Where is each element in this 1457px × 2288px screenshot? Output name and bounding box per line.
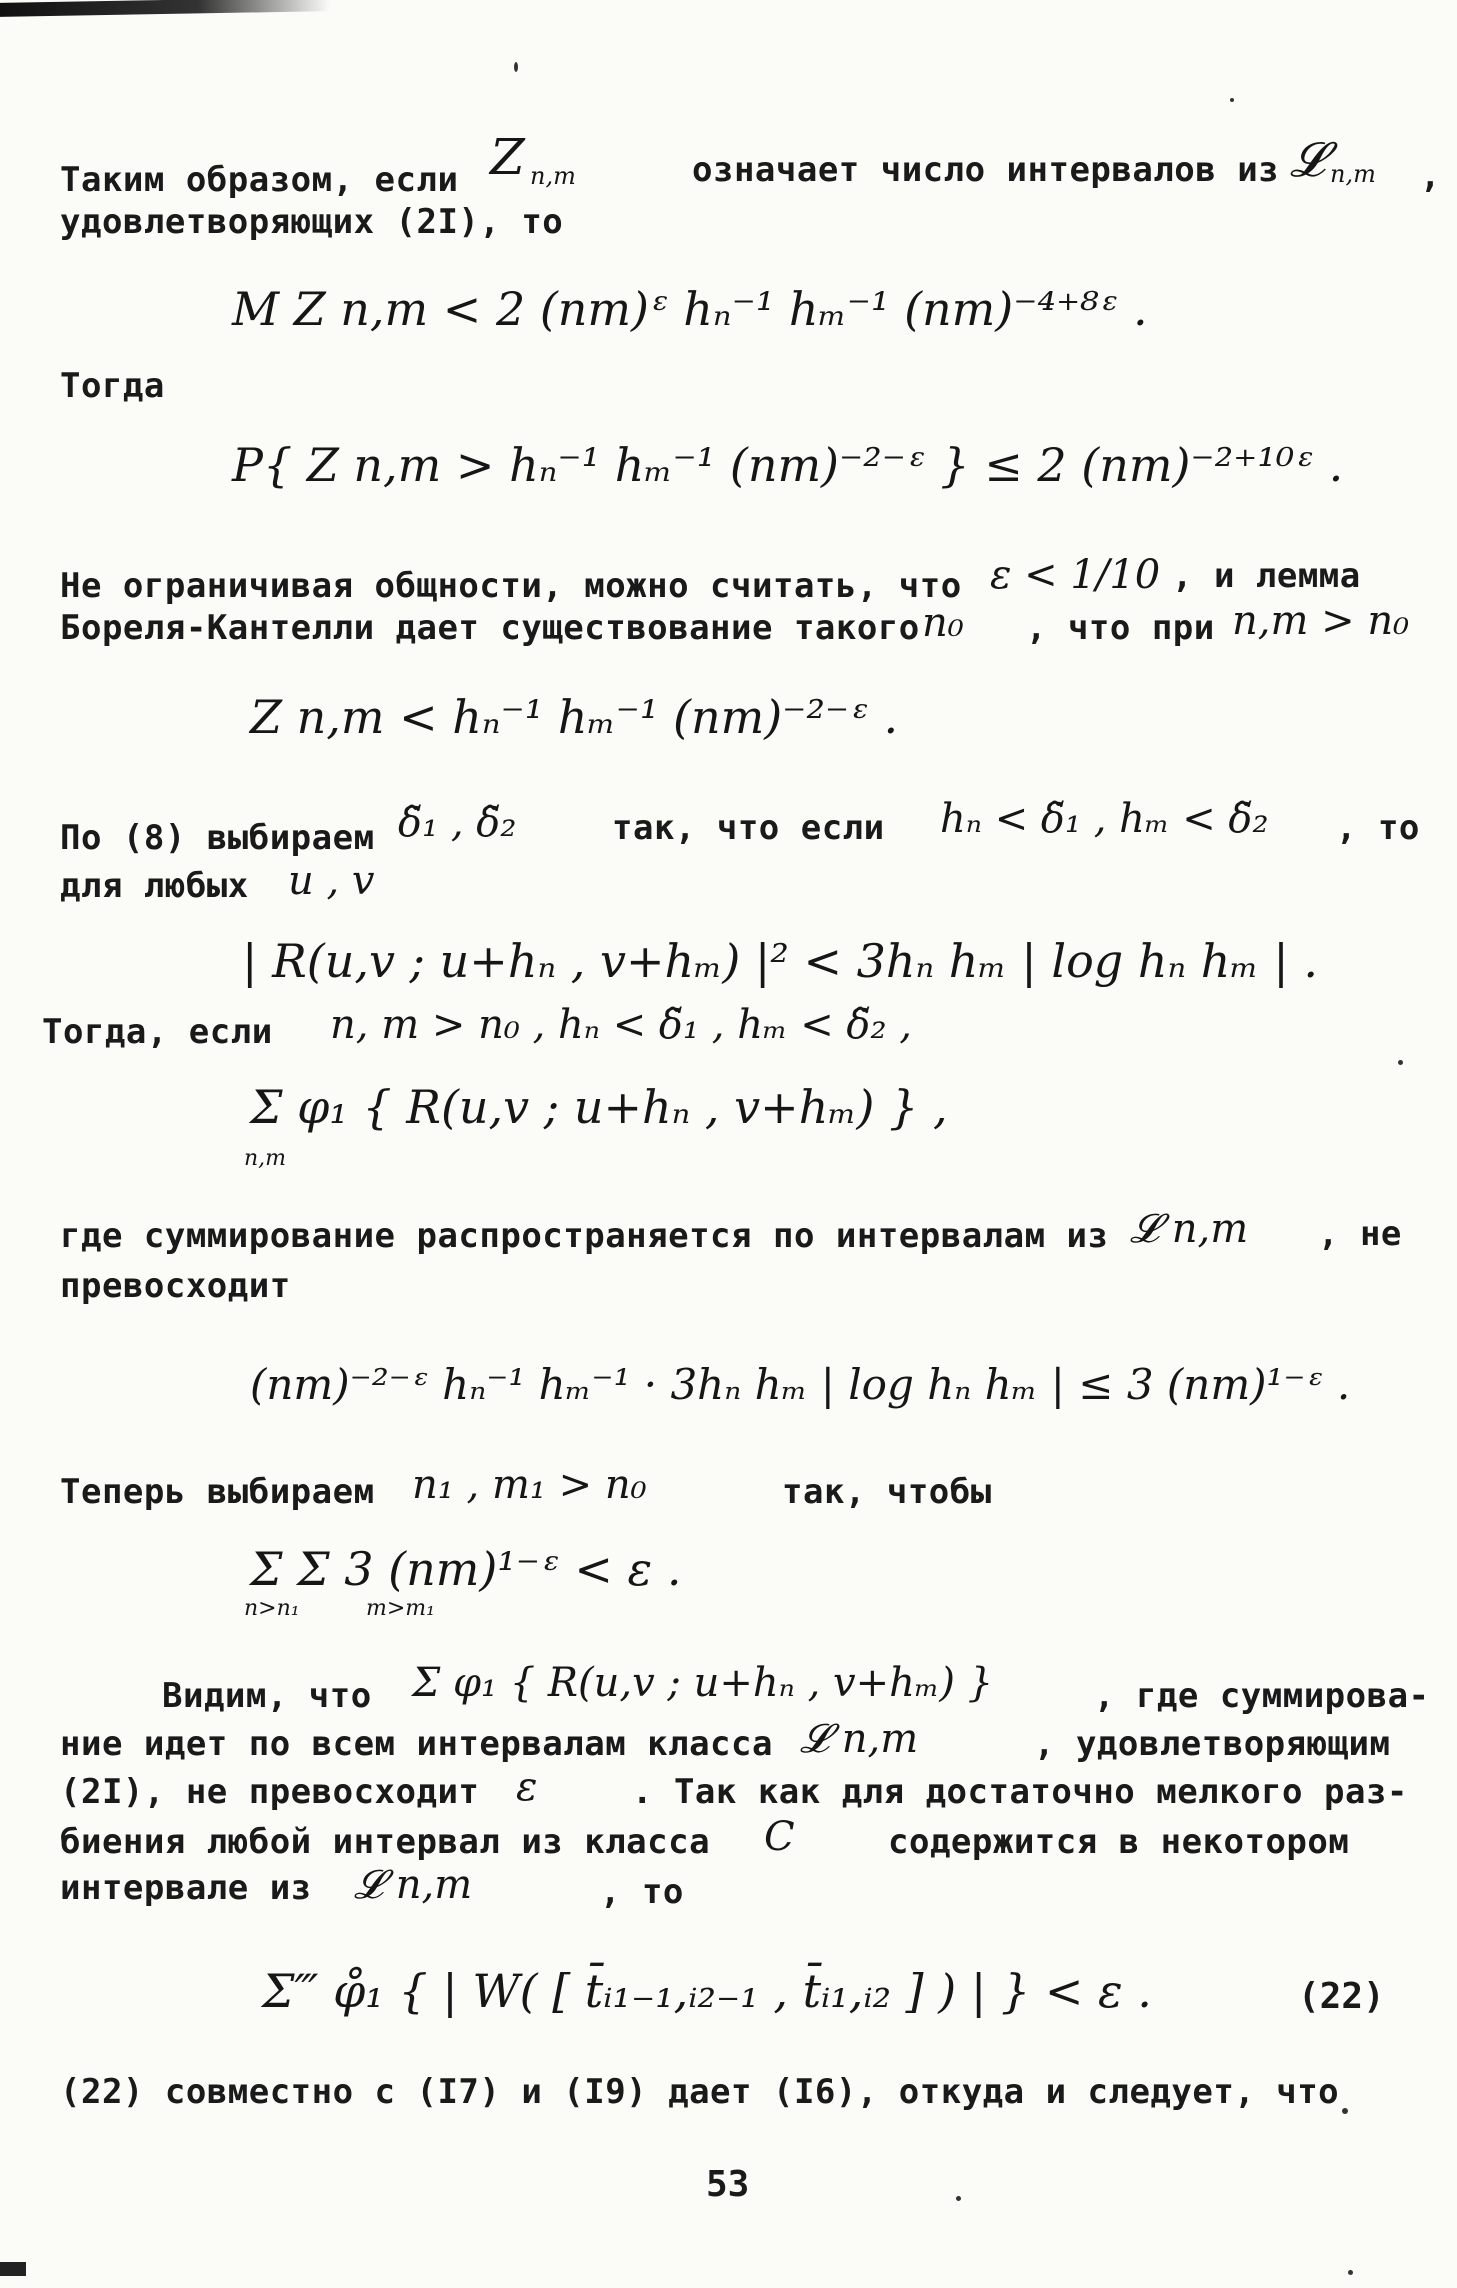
math-subscript: n,m <box>244 1146 287 1171</box>
formula-3: Z n,m < hₙ⁻¹ hₘ⁻¹ (nm)⁻²⁻ᵋ . <box>250 690 899 744</box>
scan-corner-mark <box>0 2262 26 2276</box>
math-symbol: 𝓛 <box>1290 132 1325 188</box>
scan-speck <box>1398 1060 1403 1065</box>
text-line: Таким образом, если <box>60 160 459 200</box>
math-inline: δ̃₁ , δ̃₂ <box>398 800 517 846</box>
text-line: ние идет по всем интервалам класса <box>60 1724 773 1764</box>
math-inline: n₀ <box>922 600 964 646</box>
text-line: Не ограничивая общности, можно считать, что <box>60 566 962 606</box>
text-line: так, что если <box>612 808 885 848</box>
math-inline: 𝓛 n,m <box>354 1862 473 1908</box>
math-inline: n₁ , m₁ > n₀ <box>412 1462 647 1508</box>
text-line: Теперь выбираем <box>60 1472 375 1512</box>
formula-1: M Z n,m < 2 (nm)ᵋ hₙ⁻¹ hₘ⁻¹ (nm)⁻⁴⁺⁸ᵋ . <box>232 282 1148 336</box>
text-line: , где суммирова- <box>1094 1676 1430 1716</box>
text-line: , и лемма <box>1172 556 1361 596</box>
math-inline: n,m > n₀ <box>1232 598 1410 644</box>
math-inline: Σ φ₁ { R(u,v ; u+hₙ , v+hₘ) } <box>412 1660 994 1706</box>
text-line: , не <box>1318 1214 1402 1254</box>
formula-6: (nm)⁻²⁻ᵋ hₙ⁻¹ hₘ⁻¹ · 3hₙ hₘ | log hₙ hₘ | ≤ 3 (nm)¹⁻ᵋ . <box>250 1360 1351 1409</box>
math-subscript: n,m <box>1330 160 1376 188</box>
text-line: , то <box>600 1872 684 1912</box>
text-line: для любых <box>60 866 249 906</box>
text-line: интервале из <box>60 1868 312 1908</box>
text-line: удовлетворяющих (2I), то <box>60 202 564 242</box>
text-line: Бореля-Кантелли дает существование такого <box>60 608 920 648</box>
math-subscript: n>n₁ <box>244 1596 300 1621</box>
text-line: Видим, что <box>162 1676 372 1716</box>
text-line: превосходит <box>60 1266 291 1306</box>
formula-7: Σ Σ 3 (nm)¹⁻ᵋ < ε . <box>250 1542 682 1596</box>
math-inline: 𝓛 n,m <box>800 1716 919 1762</box>
text-line: так, чтобы <box>782 1472 992 1512</box>
math-inline: u , v <box>288 858 375 904</box>
formula-8: Σ‴ φ̊₁ { | W( [ t̄ᵢ₁₋₁,ᵢ₂₋₁ , t̄ᵢ₁,ᵢ₂ ] ) | } < ε . <box>262 1964 1152 2018</box>
scan-speck <box>1348 2270 1353 2275</box>
math-inline: C <box>764 1814 795 1860</box>
math-inline: hₙ < δ̃₁ , hₘ < δ̃₂ <box>940 796 1269 842</box>
equation-number: (22) <box>1298 1976 1385 2017</box>
math-inline: n, m > n₀ , hₙ < δ̃₁ , hₘ < δ̃₂ , <box>330 1002 912 1048</box>
math-inline: ε < 1/10 <box>990 552 1161 598</box>
math-symbol: Z <box>490 128 525 186</box>
scan-speck <box>1342 2108 1348 2114</box>
text-line: (2I), не превосходит <box>60 1772 480 1812</box>
text-line: где суммирование распространяется по интервалам из <box>60 1216 1109 1256</box>
math-subscript: m>m₁ <box>366 1596 435 1621</box>
scan-speck <box>956 2196 961 2201</box>
page-number: 53 <box>706 2164 750 2205</box>
formula-4: | R(u,v ; u+hₙ , v+hₘ) |² < 3hₙ hₘ | log hₙ hₘ | . <box>242 934 1318 988</box>
scan-speck <box>514 62 518 72</box>
formula-2: P{ Z n,m > hₙ⁻¹ hₘ⁻¹ (nm)⁻²⁻ᵋ } ≤ 2 (nm)⁻²⁺¹⁰ᵋ . <box>232 438 1344 492</box>
text-line: , удовлетворяющим <box>1034 1724 1391 1764</box>
formula-5: Σ φ₁ { R(u,v ; u+hₙ , v+hₘ) } , <box>250 1080 948 1134</box>
text-line: Тогда <box>60 366 165 406</box>
text-line: , то <box>1336 808 1420 848</box>
scan-edge-mark <box>0 0 330 17</box>
text-line: . Так как для достаточно мелкого раз- <box>632 1772 1408 1812</box>
text-line: (22) совместно с (I7) и (I9) дает (I6), откуда и следует, что <box>60 2072 1340 2112</box>
text-line: По (8) выбираем <box>60 818 375 858</box>
text-line: , <box>1420 156 1441 196</box>
text-line: содержится в некотором <box>888 1822 1350 1862</box>
math-inline: ε <box>516 1764 538 1810</box>
math-subscript: n,m <box>530 162 576 190</box>
text-line: означает число интервалов из <box>692 150 1280 190</box>
text-line: Тогда, если <box>42 1012 273 1052</box>
text-line: биения любой интервал из класса <box>60 1822 711 1862</box>
scan-speck <box>1230 98 1234 102</box>
math-inline: 𝓛 n,m <box>1130 1206 1249 1252</box>
text-line: , что при <box>1026 608 1215 648</box>
